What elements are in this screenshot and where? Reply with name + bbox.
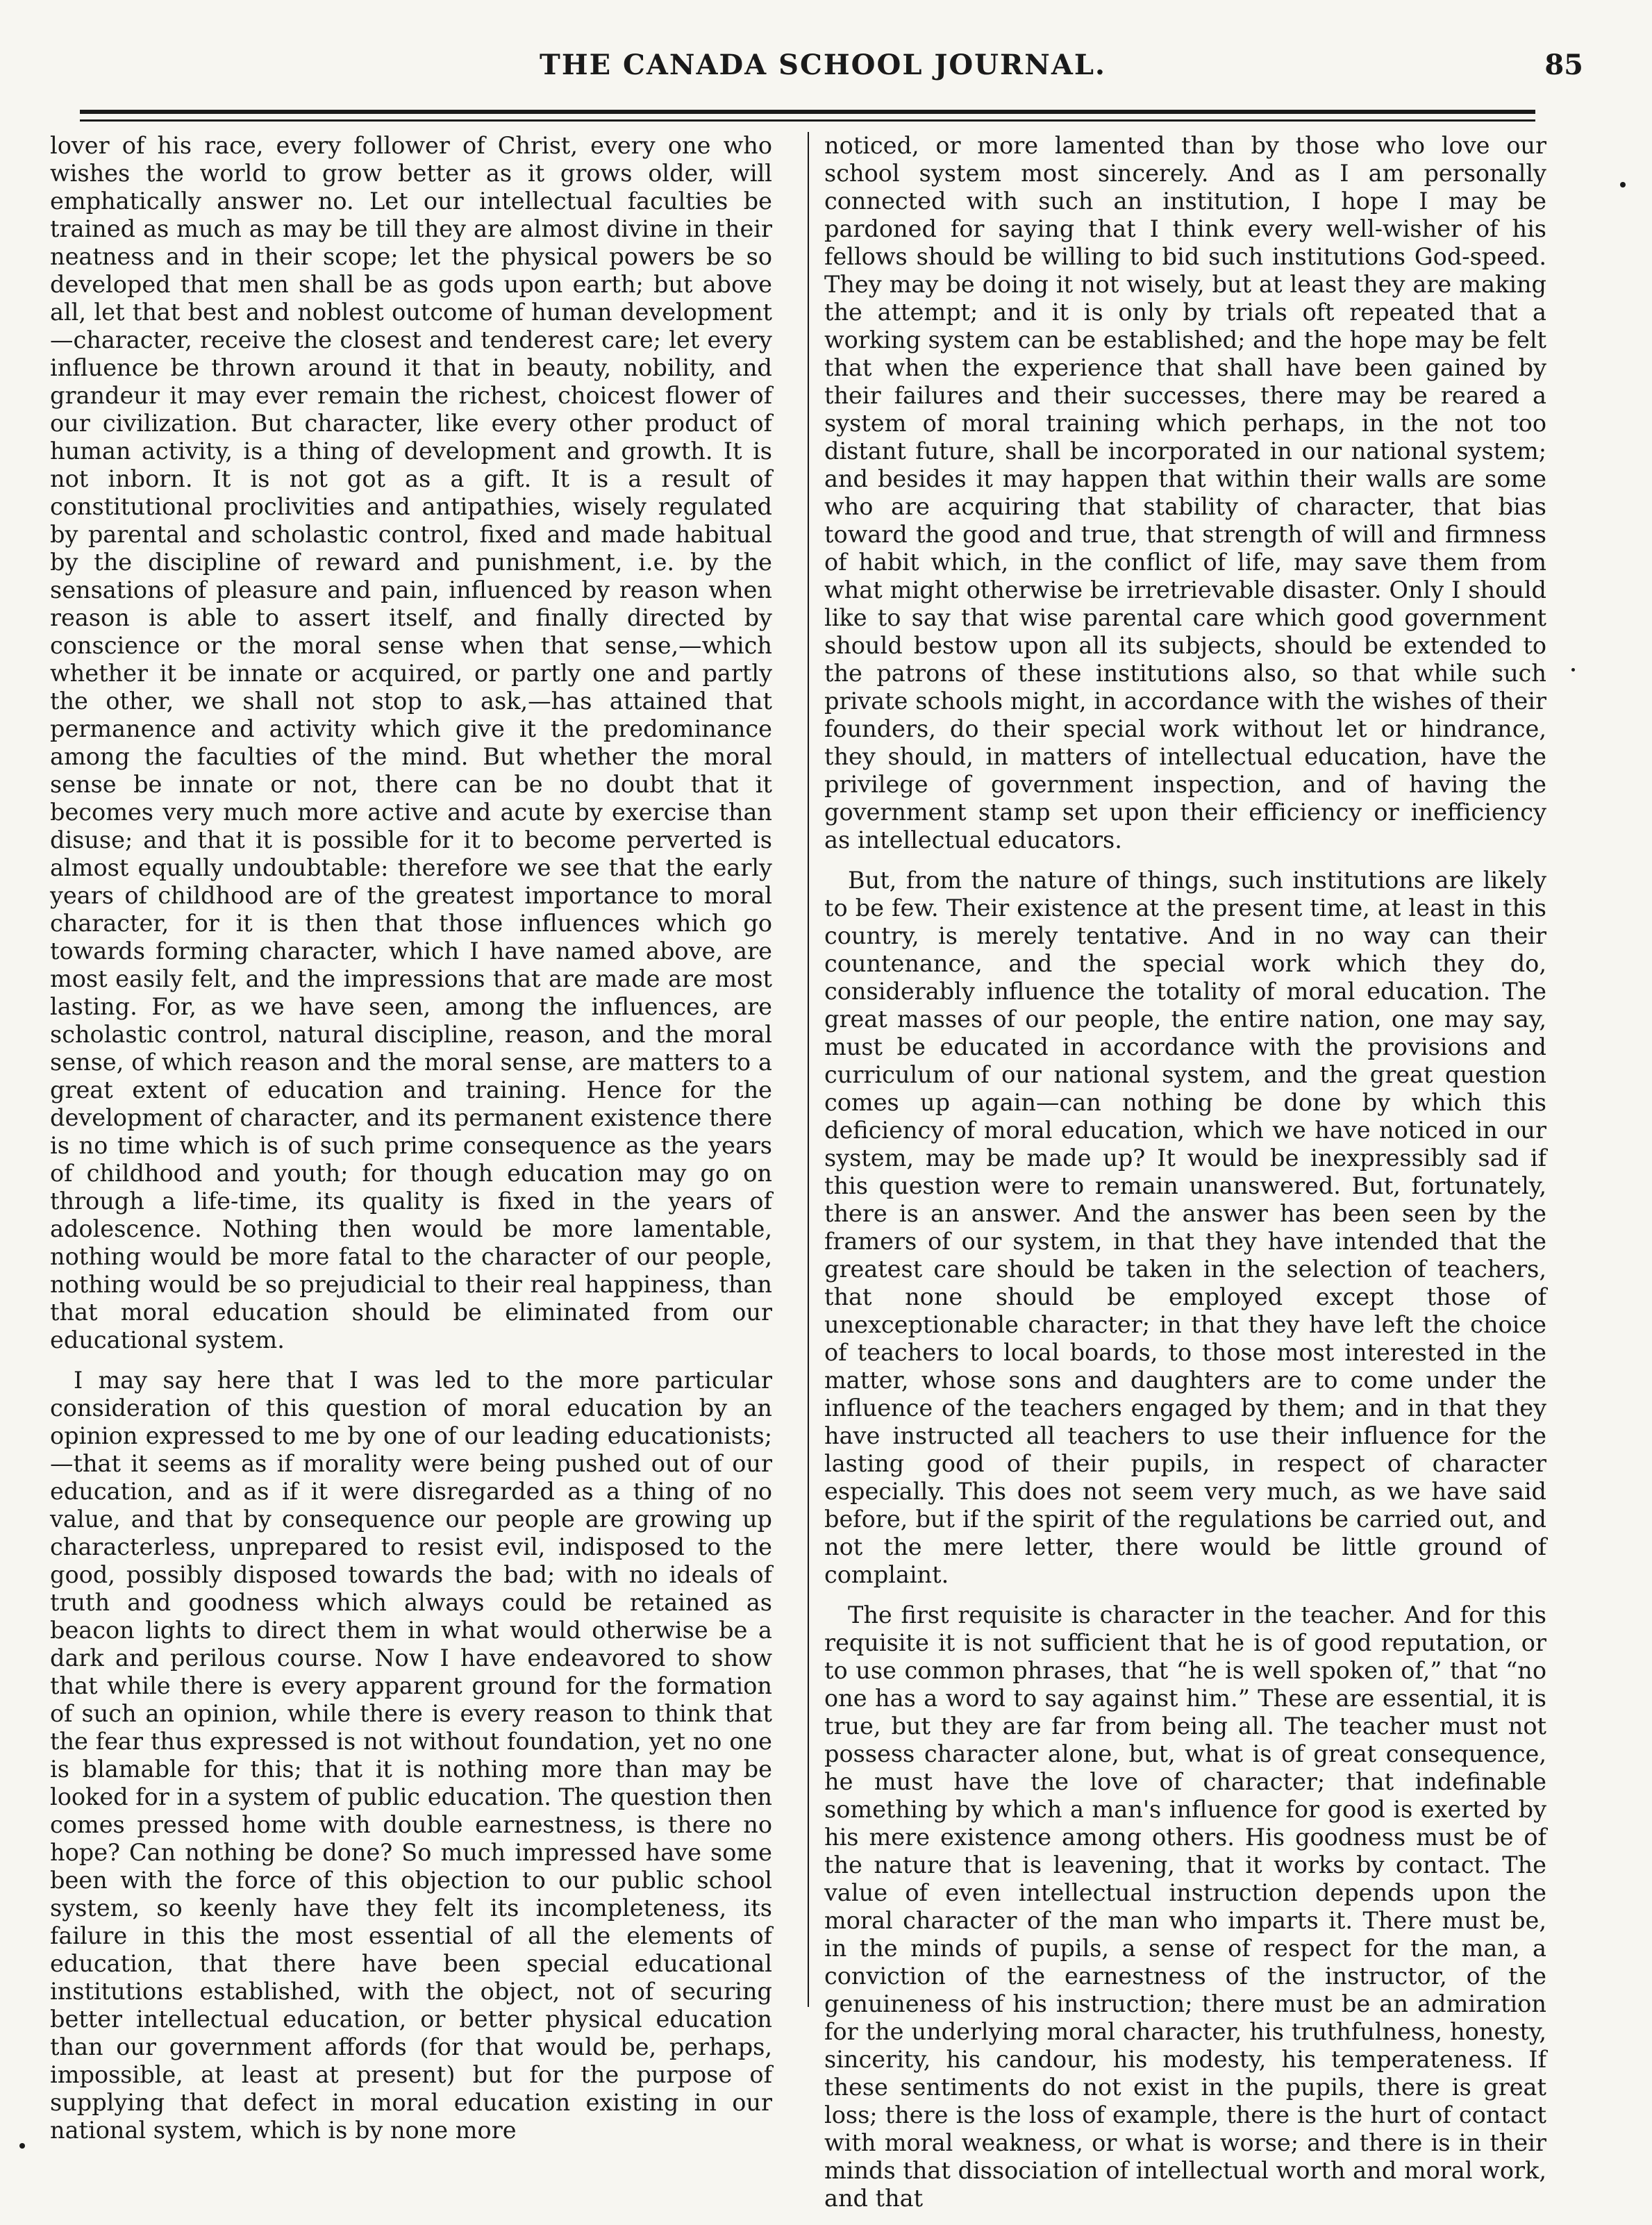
page-header [62,35,1583,111]
header-rule-thin [80,119,1535,122]
paragraph: The first requisite is character in the teacher. And for this requisite it is not sufficient that he is of good reputation, or to use common phrases, that “he is well spoken of,” that “no one has a word to say against him.” These are essential, it is true, but they are far from being all. The teacher must not possess character alone, but, what is of great consequence, he must have the love of character; that indefinable something by which a man's influence for good is exerted by his mere existence among others. His goodness must be of the nature that is leavening, that it works by contact. The value of even intellectual instruction depends upon the moral character of the man who imparts it. There must be, in the minds of pupils, a sense of respect for the man, a conviction of the earnestness of the instructor, of the genuineness of his instruction; there must be an admiration for the underlying moral character, his truthfulness, honesty, sincerity, his candour, his modesty, his temperateness. If these sentiments do not exist in the pupils, there is great loss; there is the loss of example, there is the hurt of contact with moral weakness, or what is worse; and there is in their minds that dissociation of intellectual worth and moral work, and that [824,1601,1546,2212]
left-column [50,132,772,2157]
column-divider [808,132,809,2007]
ink-speck [1571,668,1575,672]
paragraph: lover of his race, every follower of Christ, every one who wishes the world to grow better as it grows older, will emphatically answer no. Let our intellectual faculties be trained as much as may be till they are almost divine in their neatness and in their scope; let the physical powers be so developed that men shall be as gods upon earth; but above all, let that best and noblest outcome of human development—character, receive the closest and tenderest care; let every influence be thrown around it that in beauty, nobility, and grandeur it may ever remain the richest, choicest flower of our civilization. But character, like every other product of human activity, is a thing of development and growth. It is not inborn. It is not got as a gift. It is a result of constitutional proclivities and antipathies, wisely regulated by parental and scholastic control, fixed and made habitual by the discipline of reward and punishment, i.e. by the sensations of pleasure and pain, influenced by reason when reason is able to assert itself, and finally directed by conscience or the moral sense when that sense,—which whether it be innate or acquired, or partly one and partly the other, we shall not stop to ask,—has attained that permanence and activity which give it the predominance among the faculties of the mind. But whether the moral sense be innate or not, there can be no doubt that it becomes very much more active and acute by exercise than disuse; and that it is possible for it to become perverted is almost equally undoubtable: therefore we see that the early years of childhood are of the greatest importance to moral character, for it is then that those influences which go towards forming character, which I have named above, are most easily felt, and the impressions that are made are most lasting. For, as we have seen, among the influences, are scholastic control, natural discipline, reason, and the moral sense, of which reason and the moral sense, are matters to a great extent of education and training. Hence for the development of character, and its permanent existence there is no time which is of such prime consequence as the years of childhood and youth; for though education may go on through a life-time, its quality is fixed in the years of adolescence. Nothing then would be more lamentable, nothing would be more fatal to the character of our people, nothing would be so prejudicial to their real happiness, than that moral education should be eliminated from our educational system. [50,132,772,1353]
header-rule-thick [80,110,1535,114]
paragraph: But, from the nature of things, such institutions are likely to be few. Their existence at the present time, at least in this country, is merely tentative. And in no way can their countenance, and the special work which they do, considerably influence the totality of moral education. The great masses of our people, the entire nation, one may say, must be educated in accordance with the provisions and curriculum of our national system, and the great question comes up again—can nothing be done by which this deficiency of moral education, which we have noticed in our system, may be made up? It would be inexpressibly sad if this question were to remain unanswered. But, fortunately, there is an answer. And the answer has been seen by the framers of our system, in that they have intended that the greatest care should be taken in the selection of teachers, that none should be employed except those of unexceptionable character; in that they have left the choice of teachers to local boards, to those most interested in the matter, whose sons and daughters are to come under the influence of the teachers engaged by them; and in that they have instructed all teachers to use their influence for the lasting good of their pupils, in respect of character especially. This does not seem very much, as we have said before, but if the spirit of the regulations be carried out, and not the mere letter, there would be little ground of complaint. [824,867,1546,1588]
journal-title: THE CANADA SCHOOL JOURNAL. [540,49,1106,81]
right-column [824,132,1546,2225]
page-number: 85 [1544,49,1583,81]
paragraph: noticed, or more lamented than by those who love our school system most sincerely. And as I am personally connected with such an institution, I hope I may be pardoned for saying that I think every well-wisher of his fellows should be willing to bid such institutions God-speed. They may be doing it not wisely, but at least they are making the attempt; and it is only by trials oft repeated that a working system can be established; and the hope may be felt that when the experience that shall have been gained by their failures and their successes, there may be reared a system of moral training which perhaps, in the not too distant future, shall be incorporated in our national system; and besides it may happen that within their walls are some who are acquiring that stability of character, that bias toward the good and true, that strength of will and firmness of habit which, in the conflict of life, may save them from what might otherwise be irretrievable disaster. Only I should like to say that wise parental care which good government should bestow upon all its subjects, should be extended to the patrons of these institutions also, so that while such private schools might, in accordance with the wishes of their founders, do their special work without let or hindrance, they should, in matters of intellectual education, have the privilege of government inspection, and of having the government stamp set upon their efficiency or inefficiency as intellectual educators. [824,132,1546,853]
paragraph: I may say here that I was led to the more particular consideration of this question of moral education by an opinion expressed to me by one of our leading educationists;—that it seems as if morality were being pushed out of our education, and as if it were disregarded as a thing of no value, and that by consequence our people are growing up characterless, unprepared to resist evil, indisposed to the good, possibly disposed towards the bad; with no ideals of truth and goodness which always could be retained as beacon lights to direct them in what would otherwise be a dark and perilous course. Now I have endeavored to show that while there is every apparent ground for the formation of such an opinion, while there is every reason to think that the fear thus expressed is not without foundation, yet no one is blamable for this; that it is nothing more than may be looked for in a system of public education. The question then comes pressed home with double earnestness, is there no hope? Can nothing be done? So much impressed have some been with the force of this objection to our public school system, so keenly have they felt its incompleteness, its failure in this the most essential of all the elements of education, that there have been special educational institutions established, with the object, not of securing better intellectual education, or better physical education than our government affords (for that would be, perhaps, impossible, at least at present) but for the purpose of supplying that defect in moral education existing in our national system, which is by none more [50,1367,772,2144]
ink-speck [1620,182,1626,188]
ink-speck [19,2143,25,2149]
